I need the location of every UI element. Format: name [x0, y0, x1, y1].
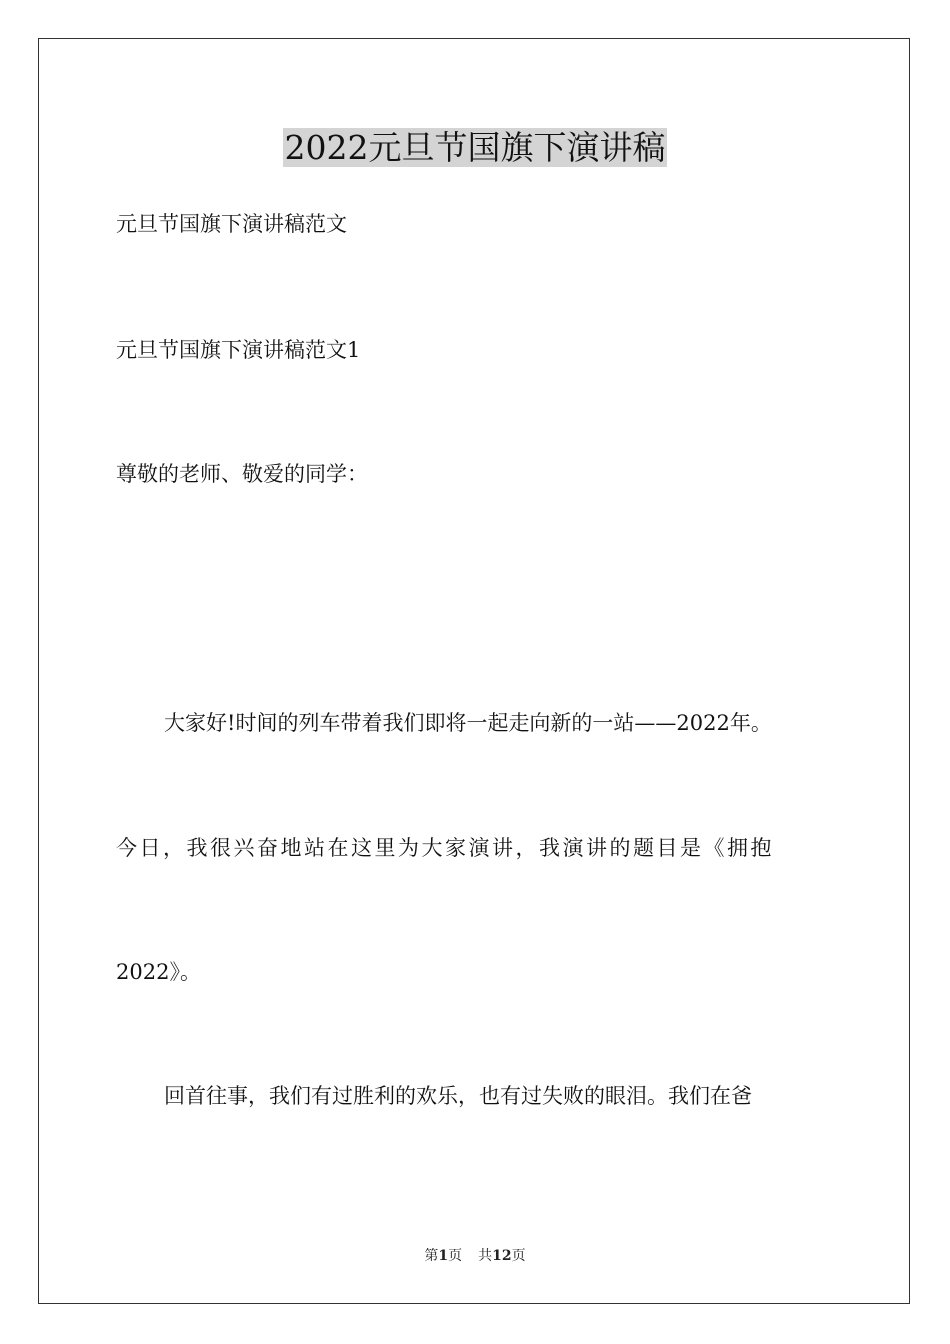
paragraph-line: 回首往事，我们有过胜利的欢乐，也有过失败的眼泪。我们在爸 — [164, 1084, 752, 1108]
section-heading: 元旦节国旗下演讲稿范文1 — [116, 338, 361, 362]
total-suffix: 页 — [511, 1248, 526, 1264]
paragraph-line: 今日，我很兴奋地站在这里为大家演讲，我演讲的题目是《拥抱 — [116, 836, 774, 860]
page-prefix: 第 — [424, 1248, 439, 1264]
paragraph-line: 大家好!时间的列车带着我们即将一起走向新的一站——2022年。 — [164, 711, 772, 735]
paragraph-line: 2022》。 — [116, 960, 201, 984]
salutation: 尊敬的老师、敬爱的同学： — [116, 462, 368, 486]
total-pages: 12 — [492, 1248, 512, 1264]
page-suffix: 页 — [448, 1248, 463, 1264]
document-title-text: 2022元旦节国旗下演讲稿 — [284, 128, 666, 167]
document-title — [0, 126, 950, 170]
subtitle-line: 元旦节国旗下演讲稿范文 — [116, 212, 347, 236]
page-number: 1 — [438, 1248, 449, 1264]
page-footer — [0, 1246, 950, 1266]
total-prefix: 共 — [478, 1248, 493, 1264]
